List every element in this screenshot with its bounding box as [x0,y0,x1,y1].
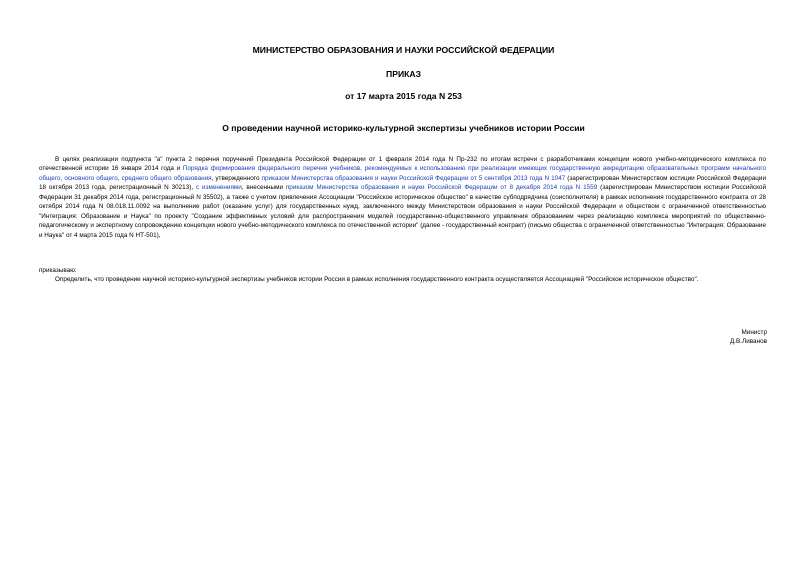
preamble-text-1: В целях реализации подпункта "а" пункта 2 перечня поручений Президента Российской Федерации от 1 февраля 2014 года N Пр-232 по итогам встречи с разработчиками концепции нового учебно-методического комплекса по отечественной истории 16 января 2014 года и [39,156,766,173]
order-1559-link[interactable]: приказом Министерства образования и науки Российской Федерации от 8 декабря 2014 года N 1559 [285,184,598,192]
document-date-number: от 17 марта 2015 года N 253 [345,91,462,101]
ministry-heading: МИНИСТЕРСТВО ОБРАЗОВАНИЯ И НАУКИ РОССИЙСКОЙ ФЕДЕРАЦИИ [252,45,555,55]
document-body [39,155,766,240]
preamble-text-2: , утвержденного [211,174,262,182]
document-type: ПРИКАЗ [386,69,421,79]
decision-block [39,275,766,284]
procedure-link[interactable]: Порядка формирования федерального перечня учебников, рекомендуемых к использованию при реализации имеющих государственную аккредитацию образовательных программ начального общего, основного общего, среднего общего образования [39,165,766,182]
preamble-paragraph [39,155,766,240]
document-title: О проведении научной историко-культурной экспертизы учебников истории России [222,123,585,133]
preamble-text-3: (зарегистрирован Министерством юстиции Российской Федерации 18 октября 2013 года, регистрационный N 30213), [39,174,766,192]
order-word: приказываю: [39,267,77,274]
signature-name: Д.В.Ливанов [730,338,767,345]
preamble-text-5: (зарегистрирован Министерством юстиции Российской Федерации 31 декабря 2014 года, регистрационный N 35502), а также с учетом привлечения Ассоциации "Российское историческое общество" в качестве субподрядчика (соисполнителя) в рамках исполнения государственного контракта от 28 октября 2014 года N 08.018.11.0092 на выполнение работ (оказание услуг) для государственных нужд, заключенного между Министерством образования и науки Российской Федерации и обществом с ограниченной ответственностью "Интеграция: Образование и Наука" по проекту "Создание эффективных условий для распространения моделей государственно-общественного управления образованием через реализацию комплекса мероприятий по общественно-педагогическому и экспертному сопровождению концепции нового учебно-методического комплекса по отечественной истории" (далее - государственный контракт) (письмо общества с ограниченной ответственностью "Интеграция: Образование и Наука" от 4 марта 2015 года N НТ-501), [39,184,766,239]
preamble-text-4: , внесенными [241,184,286,192]
order-1047-link[interactable]: приказом Министерства образования и науки Российской Федерации от 5 сентября 2013 года N 1047 [261,174,566,182]
signature-position: Министр [741,329,767,336]
decision-paragraph: Определить, что проведение научной историко-культурной экспертизы учебников истории России в рамках исполнения государственного контракта осуществляется Ассоциацией "Российское историческое общество". [55,276,699,283]
amendments-link[interactable]: с изменениями [195,184,242,192]
